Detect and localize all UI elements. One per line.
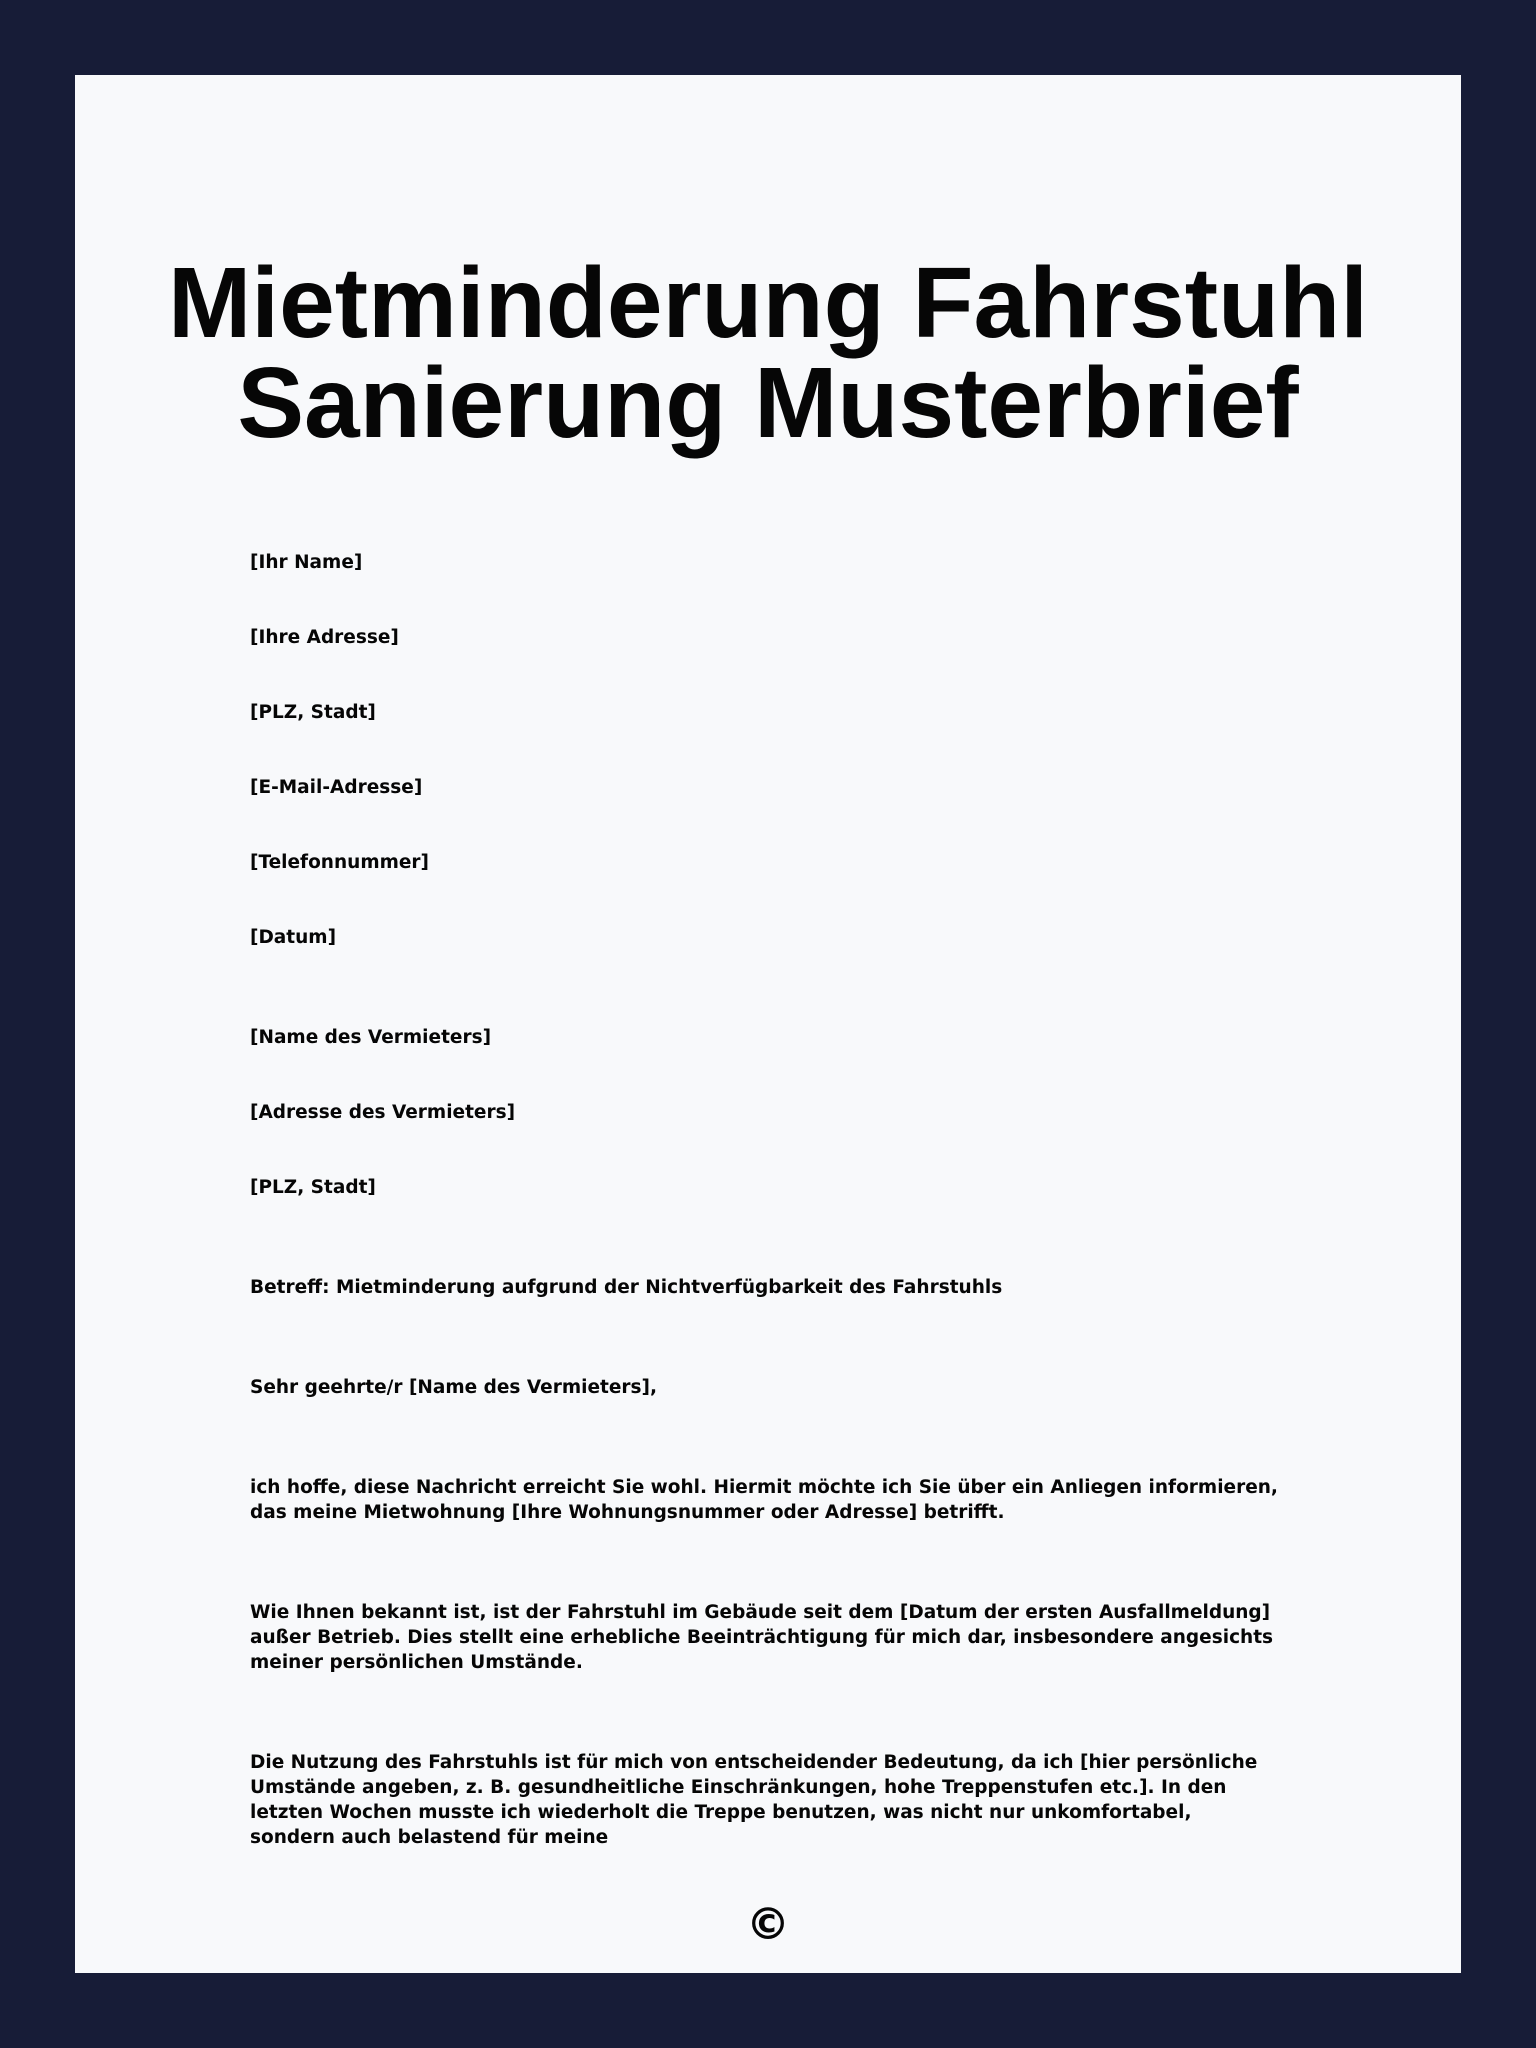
- recipient-name: [Name des Vermieters]: [250, 1027, 492, 1048]
- document-title: [75, 247, 1461, 459]
- letter-paragraph: ich hoffe, diese Nachricht erreicht Sie wohl. Hiermit möchte ich Sie über ein Anliegen informieren, das meine Mietwohnung [Ihre Wohnungsnummer oder Adresse] betrifft.: [250, 1477, 1278, 1523]
- recipient-city: [PLZ, Stadt]: [250, 1177, 376, 1198]
- recipient-address: [Adresse des Vermieters]: [250, 1102, 516, 1123]
- sender-email: [E-Mail-Adresse]: [250, 777, 423, 798]
- title-line-1: Mietminderung Fahrstuhl: [168, 247, 1368, 359]
- letter-salutation: Sehr geehrte/r [Name des Vermieters],: [250, 1377, 658, 1398]
- copyright-icon: ©: [746, 1899, 790, 1950]
- sender-name: [Ihr Name]: [250, 552, 363, 573]
- letter-paragraph: Die Nutzung des Fahrstuhls ist für mich von entscheidender Bedeutung, da ich [hier persönliche Umstände angeben, z. B. gesundheitliche Einschränkungen, hohe Treppenstufen etc.]. In den letzten Wochen musste ich wiederholt die Treppe benutzen, was nicht nur unkomfortabel, sondern auch belastend für meine: [250, 1752, 1258, 1848]
- document-page: [75, 75, 1461, 1973]
- sender-address: [Ihre Adresse]: [250, 627, 399, 648]
- letter-paragraph: Wie Ihnen bekannt ist, ist der Fahrstuhl im Gebäude seit dem [Datum der ersten Ausfallmeldung] außer Betrieb. Dies stellt eine erhebliche Beeinträchtigung für mich dar, insbesondere angesichts meiner persönlichen Umstände.: [250, 1602, 1274, 1673]
- letter-subject: Betreff: Mietminderung aufgrund der Nichtverfügbarkeit des Fahrstuhls: [250, 1277, 1003, 1298]
- title-line-2: Sanierung Musterbrief: [237, 347, 1299, 459]
- sender-city: [PLZ, Stadt]: [250, 702, 376, 723]
- sender-phone: [Telefonnummer]: [250, 852, 430, 873]
- letter-date: [Datum]: [250, 927, 337, 948]
